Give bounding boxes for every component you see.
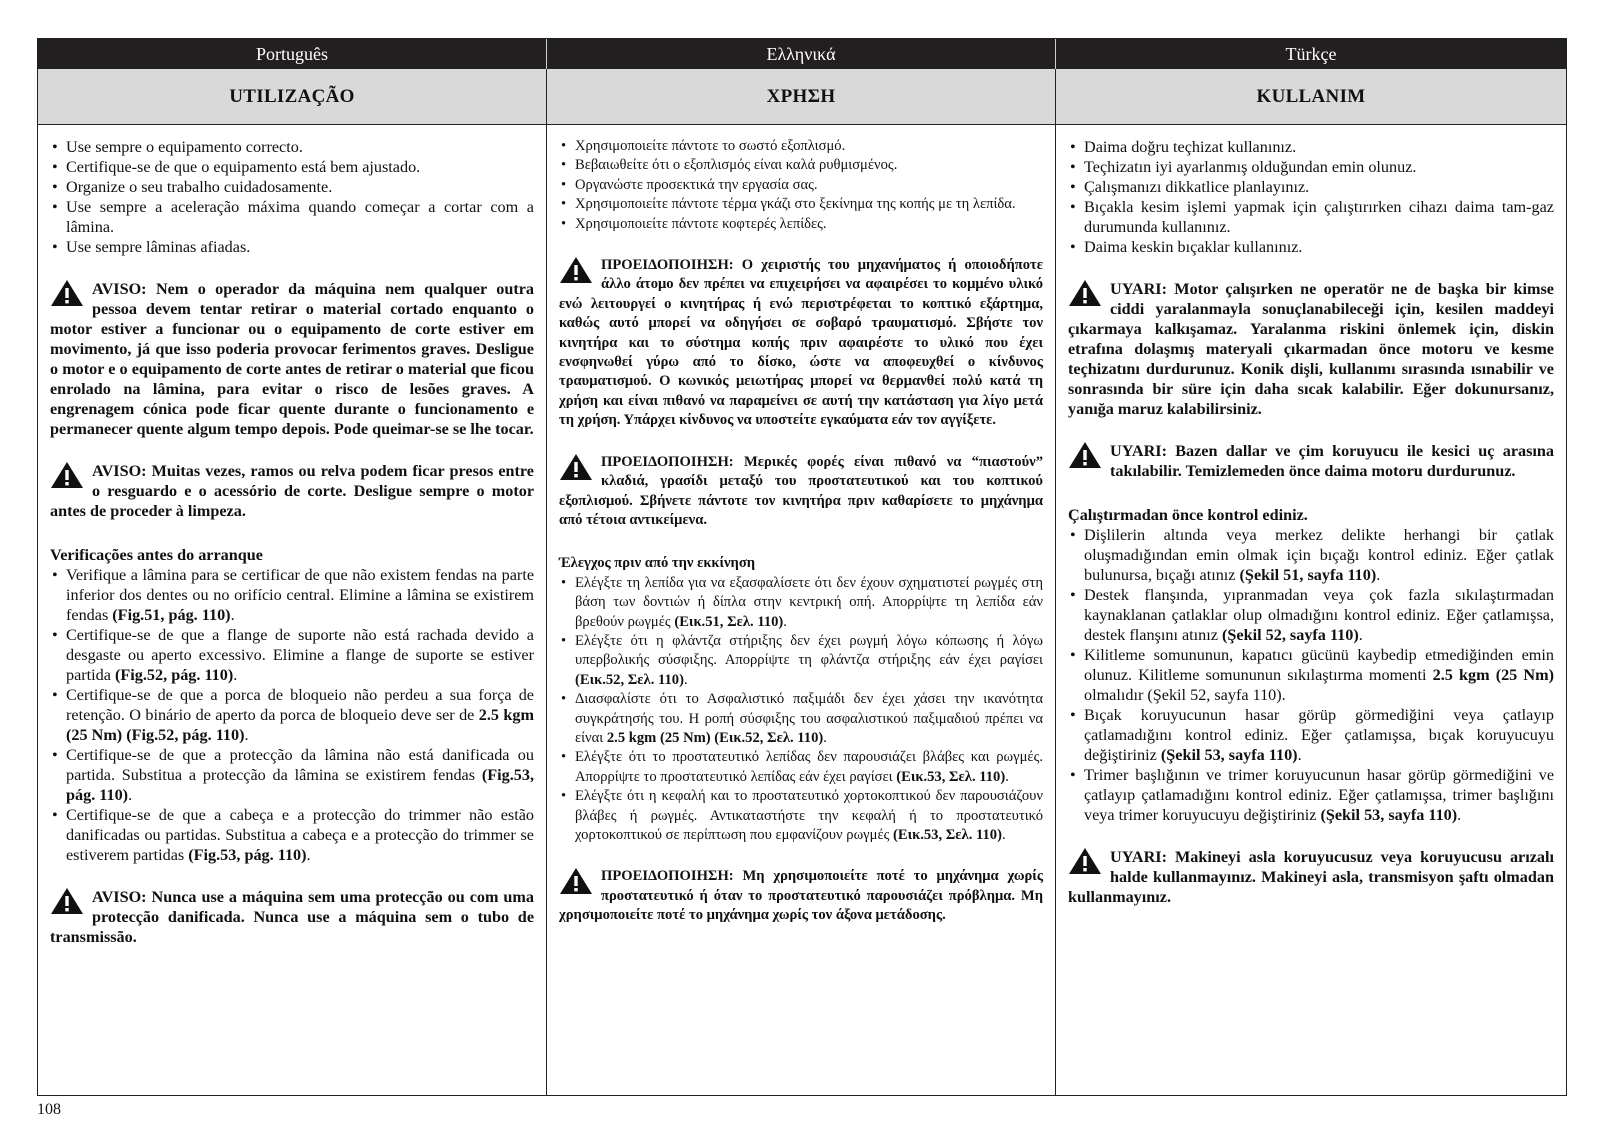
- usage-bullet: • Teçhizatın iyi ayarlanmış olduğundan emin olunuz.: [1068, 157, 1554, 177]
- figure-reference: (Fig.53, pág. 110): [66, 766, 534, 804]
- usage-bullet: • Daima doğru teçhizat kullanınız.: [1068, 137, 1554, 157]
- check-item: [1068, 705, 1554, 765]
- usage-bullet-list: [50, 137, 534, 257]
- check-text: Destek flanşında, yıpranmadan veya çok fazla sıkılaştırmadan kaynaklanan çatlaklar olup olmadığını kontrol ediniz. Eğer çatlamışsa, destek flanşını atınız: [1084, 586, 1554, 644]
- check-text: Certifique-se de que a protecção da lâmina não está danificada ou partida. Substitua a protecção da lâmina se existirem fendas: [66, 746, 534, 784]
- warning-triangle-icon: [50, 461, 84, 489]
- warning-text: ΠΡΟΕΙΔΟΠΟΙΗΣΗ: Μερικές φορές είναι πιθανό να “πιαστούν” κλαδιά, γρασίδι μεταξύ του προστατευτικού και του κοπτικού εξοπλισμού. Σβήνετε πάντοτε τον κινητήρα πριν καθαρίσετε το μηχάνημα από τέτοια αντικείμενα.: [559, 453, 1043, 528]
- check-item: [559, 632, 1043, 690]
- figure-reference: (Şekil 52, sayfa 110): [1222, 626, 1359, 644]
- usage-bullet: • Use sempre lâminas afiadas.: [50, 237, 534, 257]
- check-item: [559, 690, 1043, 748]
- checks-heading: Έλεγχος πριν από την εκκίνηση: [559, 555, 756, 572]
- check-end: .: [1297, 746, 1302, 764]
- warning-text: ΠΡΟΕΙΔΟΠΟΙΗΣΗ: Μη χρησιμοποιείτε ποτέ το μηχάνημα χωρίς προστατευτικό ή όταν το προστατευτικό παρουσιάζει πρόβλημα. Μη χρησιμοποιείτε ποτέ το μηχάνημα χωρίς τον άξονα μετάδοσης.: [559, 868, 1043, 924]
- figure-reference: (Fig.52, pág. 110): [115, 666, 234, 684]
- warning-block-material: [1068, 279, 1554, 419]
- check-item: [1068, 765, 1554, 825]
- check-text: Certifique-se de que a porca de bloqueio não perdeu a sua força de retenção. O binário de aperto da porca de bloqueio deve ser de: [66, 686, 534, 724]
- figure-reference: 2.5 kgm (25 Nm) (Εικ.52, Σελ. 110): [606, 729, 824, 746]
- check-end: .: [1376, 566, 1381, 584]
- check-text: Trimer başlığının ve trimer koruyucunun hasar görüp görmediğini ve çatlayıp çatlamadığını kontrol ediniz. Eğer çatlamışsa, trimer başlığını veya trimer koruyucuyu değiştiriniz: [1084, 766, 1554, 824]
- check-item: [1068, 585, 1554, 645]
- check-end: .: [783, 613, 787, 630]
- usage-bullet: • Οργανώστε προσεκτικά την εργασία σας.: [559, 176, 1043, 195]
- warning-triangle-icon: [50, 887, 84, 915]
- check-end: olmalıdır (Şekil 52, sayfa 110).: [1084, 686, 1286, 704]
- warning-text: UYARI: Bazen dallar ve çim koruyucu ile kesici uç arasına takılabilir. Temizlemeden önce daima motoru durdurunuz.: [1110, 442, 1554, 480]
- warning-triangle-icon: [1068, 441, 1102, 469]
- figure-reference: (Şekil 53, sayfa 110): [1320, 806, 1458, 824]
- warning-triangle-icon: [1068, 279, 1102, 307]
- check-item: [50, 565, 534, 625]
- usage-bullet: • Βεβαιωθείτε ότι ο εξοπλισμός είναι καλά ρυθμισμένος.: [559, 156, 1043, 175]
- figure-reference: (Εικ.52, Σελ. 110): [575, 671, 684, 688]
- warning-triangle-icon: [559, 867, 593, 895]
- check-text: Verifique a lâmina para se certificar de que não existem fendas na parte inferior dos dentes ou no orifício central. Elimine a lâmina se existirem fendas: [66, 566, 534, 624]
- warning-block-material: [559, 256, 1043, 431]
- language-header-el: Ελληνικά: [547, 39, 1056, 69]
- check-item: [1068, 645, 1554, 705]
- warning-text: AVISO: Nunca use a máquina sem uma protecção ou com uma protecção danificada. Nunca use a máquina sem o tubo de transmissão.: [50, 888, 534, 946]
- warning-block-guard: [559, 867, 1043, 925]
- check-text: Kilitleme somununun, kapatıcı gücünü kaybedip etmediğinden emin olunuz. Kilitleme somununun sıkılaştırma momenti: [1084, 646, 1554, 684]
- checks-heading: Çalıştırmadan önce kontrol ediniz.: [1068, 506, 1308, 524]
- figure-reference: (Εικ.53, Σελ. 110): [893, 827, 1002, 843]
- check-end: .: [230, 606, 235, 624]
- figure-reference: (Şekil 53, sayfa 110): [1160, 746, 1298, 764]
- check-item: [1068, 525, 1554, 585]
- check-text: Certifique-se de que a flange de suporte não está rachada devido a desgaste ou aperto excessivo. Elimine a flange de suporte se estiver partida: [66, 626, 534, 684]
- check-text: Certifique-se de que a cabeça e a protecção do trimmer não estão danificadas ou partidas. Substitua a cabeça e a protecção do trimmer se estiverem partidas: [66, 806, 534, 864]
- check-item: [559, 574, 1043, 632]
- check-end: .: [233, 666, 238, 684]
- check-end: .: [306, 846, 311, 864]
- check-end: .: [1358, 626, 1363, 644]
- warning-text: AVISO: Muitas vezes, ramos ou relva podem ficar presos entre o resguardo e o acessório de corte. Desligue sempre o motor antes de proceder à limpeza.: [50, 462, 534, 520]
- usage-bullet: • Bıçakla kesim işlemi yapmak için çalıştırırken cihazı daima tam-gaz durumunda kullanınız.: [1068, 197, 1554, 237]
- warning-triangle-icon: [559, 256, 593, 284]
- check-text: Ελέγξτε ότι η φλάντζα στήριξης δεν έχει ρωγμή λόγω κόπωσης ή λόγω υπερβολικής σύσφιξης. Απορρίψτε τη φλάντζα στήριξης εάν έχει ραγίσει: [575, 632, 1043, 669]
- warning-text: ΠΡΟΕΙΔΟΠΟΙΗΣΗ: Ο χειριστής του μηχανήματος ή οποιοδήποτε άλλο άτομο δεν πρέπει να επιχειρήσει να αφαιρέσει το κομμένο υλικό ενώ λειτουργεί ο κινητήρας ή ενώ περιστρέφεται το κοπτικό εξάρτημα, καθώς αυτό μπορεί να οδηγήσει σε σοβαρό τραυματισμό. Σβήστε τον κινητήρα και το σύστημα κοπής πριν αφαιρέστε το υλικό που έχει ενσφηνωθεί γύρω από το δίσκο, ώστε να αποφευχθεί ο κίνδυνος τραυματισμού. Ο κωνικός μειωτήρας μπορεί να θερμανθεί πολύ κατά τη χρήση και είναι πιθανό να παραμείνει σε αυτή την κατάσταση για λίγο μετά τη χρήση. Υπάρχει κίνδυνος να υποστείτε εγκαύματα εάν τον αγγίξετε.: [559, 257, 1043, 429]
- column-pt: [38, 125, 547, 1095]
- usage-bullet-list: [1068, 137, 1554, 257]
- language-header-tr: Türkçe: [1056, 39, 1566, 69]
- figure-reference: (Fig.51, pág. 110): [112, 606, 231, 624]
- figure-reference: 2.5 kgm (25 Nm): [1432, 666, 1554, 684]
- check-text: Διασφαλίστε ότι το Ασφαλιστικό παξιμάδι δεν έχει χάσει την ικανότητα συγκράτησής του. Η ροπή σύσφιξης του ασφαλιστικού παξιμαδιού πρέπει να είναι: [575, 691, 1043, 746]
- usage-bullet: • Χρησιμοποιείτε πάντοτε κοφτερές λεπίδες.: [559, 215, 1043, 234]
- check-end: .: [244, 726, 249, 744]
- warning-block-material: [50, 279, 534, 439]
- manual-table: [37, 38, 1567, 1096]
- warning-block-branches: [50, 461, 534, 521]
- figure-reference: 2.5 kgm (25 Nm) (Fig.52, pág. 110): [66, 706, 534, 744]
- warning-block-guard: [50, 887, 534, 947]
- usage-bullet: • Çalışmanızı dikkatlice planlayınız.: [1068, 177, 1554, 197]
- check-item: [50, 625, 534, 685]
- check-text: Ελέγξτε ότι το προστατευτικό λεπίδας δεν παρουσιάζει βλάβες και ρωγμές. Απορρίψτε το προστατευτικό λεπίδας εάν έχει ραγίσει: [575, 749, 1043, 785]
- usage-bullet: • Organize o seu trabalho cuidadosamente.: [50, 177, 534, 197]
- check-item: [50, 805, 534, 865]
- warning-block-branches: [559, 453, 1043, 531]
- warning-block-branches: [1068, 441, 1554, 481]
- usage-bullet: • Use sempre a aceleração máxima quando começar a cortar com a lâmina.: [50, 197, 534, 237]
- warning-triangle-icon: [1068, 847, 1102, 875]
- checks-list: [50, 565, 534, 865]
- check-end: .: [823, 729, 827, 746]
- check-end: .: [1457, 806, 1462, 824]
- warning-block-guard: [1068, 847, 1554, 907]
- figure-reference: (Εικ.51, Σελ. 110): [674, 613, 784, 630]
- check-end: .: [683, 671, 688, 688]
- check-text: Ελέγξτε τη λεπίδα για να εξασφαλίσετε ότι δεν έχουν σχηματιστεί ρωγμές στη βάση των δοντιών ή δίπλα στην κεντρική οπή. Απορρίψτε τη λεπίδα εάν βρεθούν ρωγμές: [575, 574, 1043, 630]
- check-text: Ελέγξτε ότι η κεφαλή και το προστατευτικό χορτοκοπτικού δεν παρουσιάζουν βλάβες ή ρωγμές. Αντικαταστήστε την κεφαλή ή το προστατευτικό χορτοκοπτικού σε περίπτωση που εμφανίζουν ρωγμές: [575, 788, 1043, 843]
- column-tr: [1056, 125, 1566, 1095]
- usage-bullet: • Certifique-se de que o equipamento está bem ajustado.: [50, 157, 534, 177]
- section-title-tr: KULLANIM: [1056, 69, 1566, 125]
- figure-reference: (Fig.53, pág. 110): [188, 846, 307, 864]
- usage-bullet: • Use sempre o equipamento correcto.: [50, 137, 534, 157]
- warning-triangle-icon: [559, 453, 593, 481]
- check-end: .: [1005, 768, 1009, 785]
- check-text: Bıçak koruyucunun hasar görüp görmediğini veya çatlayıp çatlamadığını kontrol ediniz. Eğer çatlamışsa, bıçak koruyucuyu değiştiriniz: [1084, 706, 1554, 764]
- warning-triangle-icon: [50, 279, 84, 307]
- figure-reference: (Εικ.53, Σελ. 110): [896, 768, 1006, 785]
- usage-bullet: • Χρησιμοποιείτε πάντοτε το σωστό εξοπλισμό.: [559, 137, 1043, 156]
- usage-bullet-list: [559, 137, 1043, 234]
- section-title-pt: UTILIZAÇÃO: [38, 69, 547, 125]
- check-item: [559, 748, 1043, 787]
- warning-text: UYARI: Makineyi asla koruyucusuz veya koruyucusu arızalı halde kullanmayınız. Makineyi asla, transmisyon şaftı olmadan kullanmayınız.: [1068, 848, 1554, 906]
- checks-list: [559, 574, 1043, 846]
- page-number: 108: [37, 1101, 61, 1118]
- usage-bullet: • Χρησιμοποιείτε πάντοτε τέρμα γκάζι στο ξεκίνημα της κοπής με τη λεπίδα.: [559, 195, 1043, 214]
- check-end: .: [1001, 827, 1006, 843]
- language-header-pt: Português: [38, 39, 547, 69]
- check-item: [50, 685, 534, 745]
- section-title-el: ΧΡΗΣΗ: [547, 69, 1056, 125]
- check-item: [50, 745, 534, 805]
- warning-text: UYARI: Motor çalışırken ne operatör ne de başka bir kimse ciddi yaralanmayla sonuçlanabileceği için, kesilen maddeyi çıkarmaya kalkışamaz. Yaralanma riskini önlemek için, diskin etrafına dolaşmış materyali çıkarmadan önce motoru ve kesme teçhizatını durdurunuz. Konik dişli, kullanımı sırasında ısınabilir ve sonrasında bir süre için daha sıcak kalabilir. Eğer dokunursanız, yanığa maruz kalabilirsiniz.: [1068, 280, 1554, 418]
- figure-reference: (Şekil 51, sayfa 110): [1239, 566, 1377, 584]
- check-item: [559, 787, 1043, 845]
- check-end: .: [128, 786, 133, 804]
- warning-text: AVISO: Nem o operador da máquina nem qualquer outra pessoa devem tentar retirar o material cortado enquanto o motor estiver a funcionar ou o equipamento de corte estiver em movimento, já que isso poderia provocar ferimentos graves. Desligue o motor e o equipamento de corte antes de retirar o material que ficou enrolado na lâmina, para evitar o risco de lesões graves. A engrenagem cónica pode ficar quente durante o funcionamento e permanecer quente algum tempo depois. Pode queimar-se se lhe tocar.: [50, 280, 534, 438]
- checks-heading: Verificações antes do arranque: [50, 546, 263, 564]
- check-text: Dişlilerin altında veya merkez delikte herhangi bir çatlak oluşmadığından emin olmak için bıçağı kontrol ediniz. Eğer çatlak bulunursa, bıçağı atınız: [1084, 526, 1554, 584]
- checks-list: [1068, 525, 1554, 825]
- usage-bullet: • Daima keskin bıçaklar kullanınız.: [1068, 237, 1554, 257]
- column-el: [547, 125, 1056, 1095]
